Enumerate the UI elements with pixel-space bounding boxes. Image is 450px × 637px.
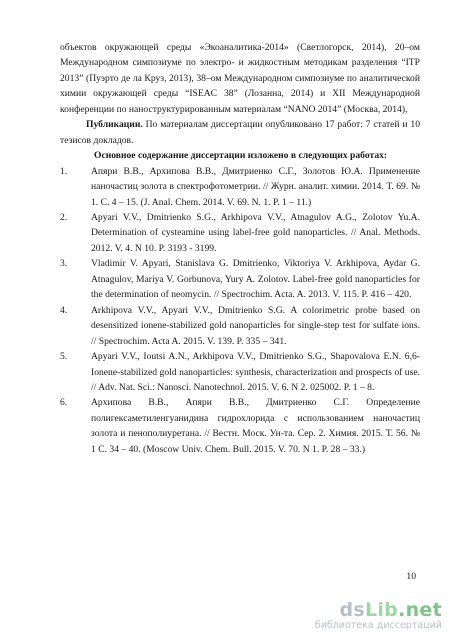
page-body — [60, 40, 420, 457]
reference-item — [60, 164, 420, 210]
reference-number: 4. — [60, 304, 68, 316]
reference-number: 1. — [60, 165, 68, 177]
reference-list — [60, 164, 420, 458]
publications-paragraph — [60, 117, 420, 148]
reference-item — [60, 395, 420, 457]
watermark-logo — [315, 600, 442, 620]
reference-text: Архипова В.В., Апяри В.В., Дмитриенко С.Г. Определение полигексаметиленгуанидина гидрохлорида с использованием наночастиц золота и пенополиуретана. // Вестн. Моск. Ун-та. Сер. 2. Химия. 2015. Т. 56. № 1 С. 34 – 40. (Moscow Univ. Chem. Bull. 2015. V. 70. N 1. P. 28 – 33.) — [91, 397, 420, 455]
intro-paragraph: объектов окружающей среды «Экоаналитика-2014» (Светлогорск, 2014), 20–ом Международном симпозиуме по электро- и жидкостным методикам разделения “ITP 2013” (Пуэрто де ла Круз, 2013), 38–ом Международном симпозиуме по аналитической химии окружающей среды “ISEAC 38” (Лозанна, 2014) и XII Международной конференции по наноструктурированным материалам “NANO 2014” (Москва, 2014), — [60, 42, 420, 115]
watermark-logo-lib: Lib — [364, 599, 399, 621]
reference-number: 2. — [60, 211, 68, 223]
section-heading: Основное содержание диссертации изложено в следующих работах: — [94, 150, 388, 162]
reference-item — [60, 349, 420, 395]
publications-label: Публикации. — [86, 119, 143, 131]
reference-number: 5. — [60, 351, 68, 363]
page-number: 10 — [406, 571, 416, 582]
reference-text: Arkhipova V.V., Apyari V.V., Dmitrienko S.G. A colorimetric probe based on desensitized ionene-stabilized gold nanoparticles for single-step test for sulfate ions. // Spectrochim. Acta A. 2015. V. 139. P. 335 – 341. — [91, 304, 420, 347]
reference-text: Vladimir V. Apyari, Stanislava G. Dmitrienko, Viktoriya V. Arkhipova, Aydar G. Atnagulov, Mariya V. Gorbunova, Yury A. Zolotov. Label-free gold nanoparticles for the determination of neomycin. // Spectrochim. Acta. A. 2013. V. 115. P. 416 – 420. — [91, 258, 420, 301]
watermark — [315, 600, 442, 631]
watermark-subtitle: библиотека диссертаций — [314, 620, 442, 631]
watermark-logo-ds: ds — [339, 599, 365, 621]
reference-text: Apyari V.V., Dmitrienko S.G., Arkhipova V.V., Atnagulov A.G., Zolotov Yu.A. Determination of cysteamine using label-free gold nanoparticles. // Anal. Methods. 2012. V. 4. N 10. P. 3193 - 3199. — [91, 211, 420, 254]
reference-number: 3. — [60, 258, 68, 270]
reference-item — [60, 210, 420, 256]
reference-text: Apyari V.V., Ioutsi A.N., Arkhipova V.V., Dmitrienko S.G., Shapovalova E.N. 6,6-Ionene-stabilized gold nanoparticles: synthesis, characterization and prospects of use. // Adv. Nat. Sci.: Nanosci. Nanotechnol. 2015. V. 6. N 2. 025002. P. 1 – 8. — [91, 351, 420, 393]
reference-item — [60, 256, 420, 302]
reference-item — [60, 303, 420, 349]
reference-number: 6. — [60, 397, 68, 409]
publications-text: По материалам диссертации опубликовано 17 работ: 7 статей и 10 тезисов докладов. — [60, 119, 420, 146]
watermark-logo-net: .net — [398, 599, 442, 621]
reference-text: Апяри В.В., Архипова В.В., Дмитриенко С.Г., Золотов Ю.А. Применение наночастиц золота в спектрофотометрии. // Журн. аналит. химии. 2014. Т. 69. № 1. С. 4 – 15. (J. Anal. Chem. 2014. V. 69. N. 1. P. 1 – 11.) — [91, 165, 420, 208]
